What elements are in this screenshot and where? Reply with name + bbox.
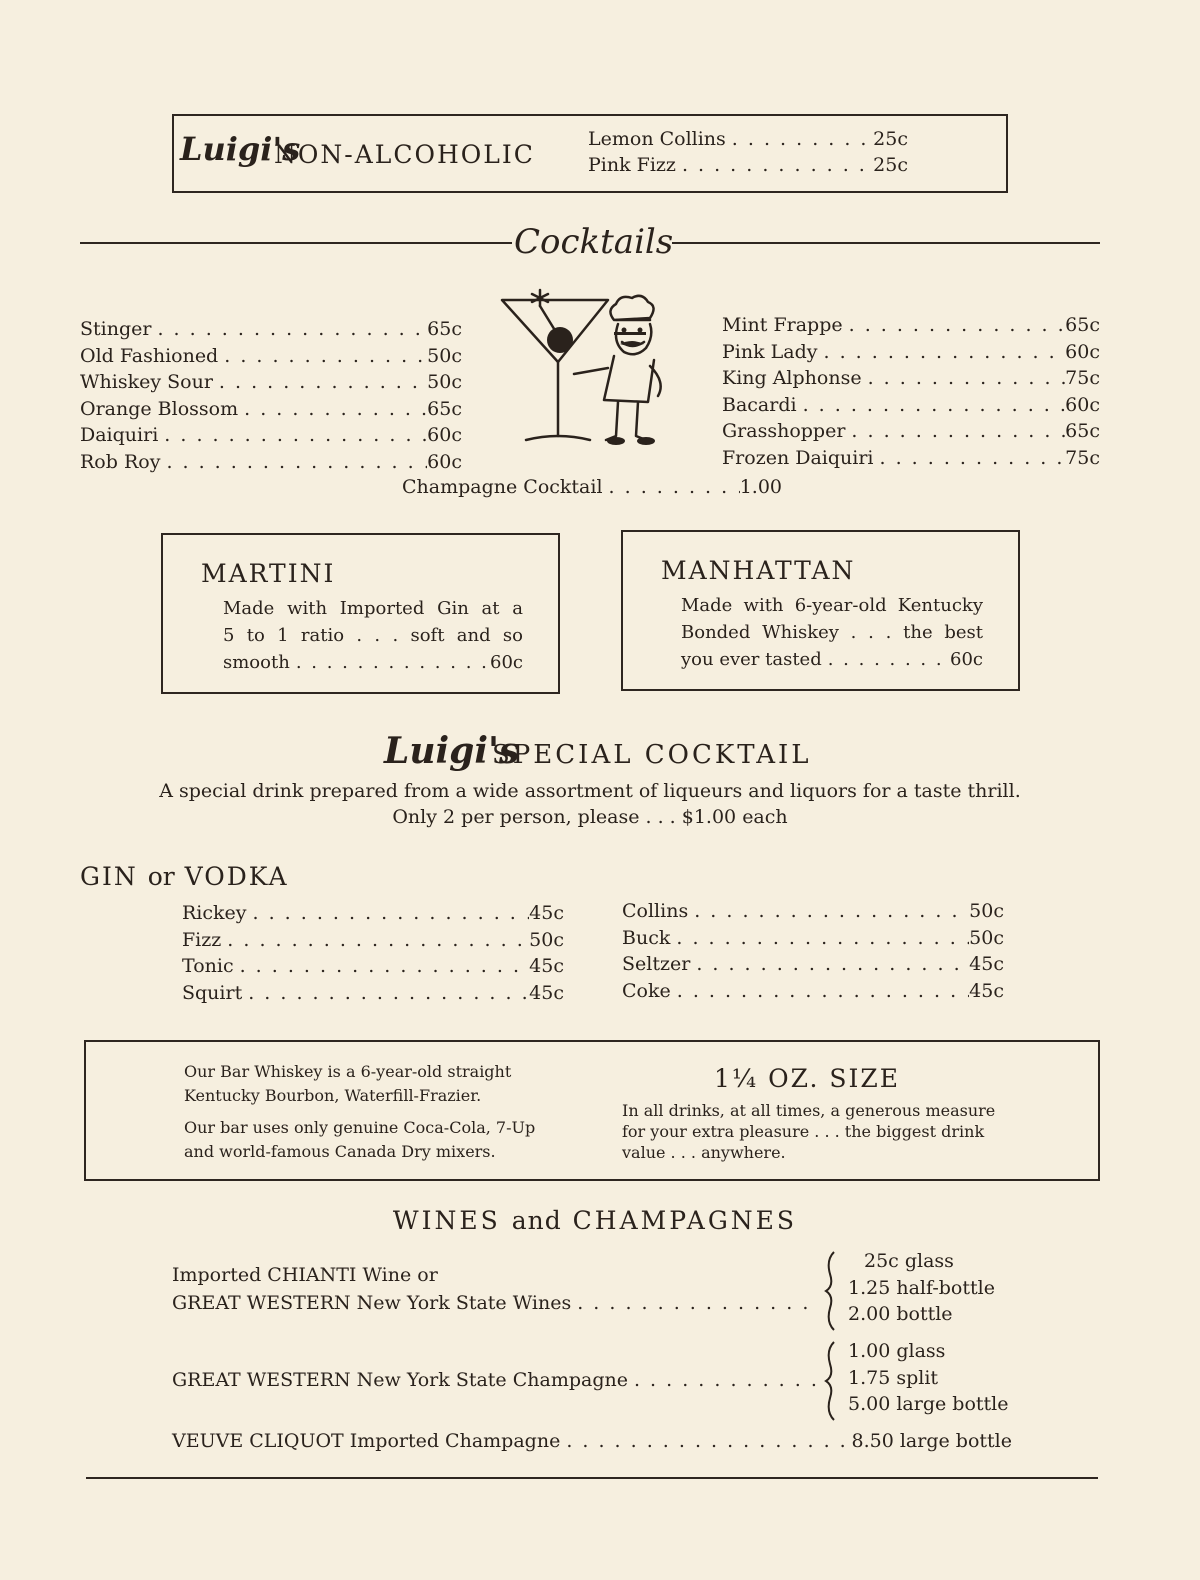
list-item: Daiquiri . . . 60c: [80, 422, 462, 449]
bottom-rule: [86, 1477, 1098, 1479]
manhattan-box: [621, 530, 1020, 691]
list-item: Lemon Collins . . . 25c: [588, 126, 908, 152]
list-item: Tonic . . . 45c: [182, 953, 564, 980]
gin-vodka-title: GIN or VODKA: [80, 862, 289, 891]
champagne-prices: [848, 1338, 1008, 1418]
list-item: GREAT WESTERN New York State Wines . . .: [172, 1290, 820, 1317]
list-item: Seltzer . . . 45c: [622, 951, 1004, 978]
non-alcoholic-box: [172, 114, 1008, 193]
list-item: Orange Blossom . . . 65c: [80, 396, 462, 423]
non-alcoholic-list: [588, 126, 908, 178]
list-item: Pink Lady . . . 60c: [722, 339, 1100, 366]
manhattan-title: MANHATTAN: [661, 556, 856, 585]
special-brand-logo: Luigi's: [384, 730, 520, 772]
list-item: 5.00 large bottle: [848, 1393, 1009, 1415]
gin-vodka-left-list: [182, 900, 564, 1006]
martini-box: [161, 533, 560, 694]
martini-description: Made with Imported Gin at a 5 to 1 ratio . . . soft and so smooth . . . 60c: [223, 595, 523, 676]
non-alcoholic-title: NON-ALCOHOLIC: [274, 140, 535, 169]
list-item: Whiskey Sour . . . 50c: [80, 369, 462, 396]
chianti-prices: [848, 1248, 995, 1328]
list-item: Mint Frappe . . . 65c: [722, 312, 1100, 339]
chef-martini-illustration: [498, 284, 678, 450]
list-item: 2.00 bottle: [848, 1303, 953, 1325]
champagne-cocktail-row: [402, 474, 782, 501]
champagne-brace: [822, 1340, 842, 1422]
whiskey-note: Our Bar Whiskey is a 6-year-old straight Kentucky Bourbon, Waterfill-Frazier.: [184, 1062, 512, 1105]
champagne-row: [172, 1367, 820, 1394]
list-item: smooth . . . 60c: [223, 649, 523, 676]
list-item: Fizz . . . 50c: [182, 927, 564, 954]
list-item: Stinger . . . 65c: [80, 316, 462, 343]
special-limit: Only 2 per person, please . . . $1.00 each: [392, 806, 788, 828]
list-item: 1.00 glass: [848, 1340, 946, 1362]
list-item: GREAT WESTERN New York State Champagne . . .: [172, 1367, 820, 1394]
list-item: Frozen Daiquiri . . . 75c: [722, 445, 1100, 472]
special-description: A special drink prepared from a wide assortment of liqueurs and liquors for a taste thrill.: [159, 780, 1021, 802]
list-item: Bacardi . . . 60c: [722, 392, 1100, 419]
list-item: Pink Fizz . . . 25c: [588, 152, 908, 178]
manhattan-description: Made with 6-year-old Kentucky Bonded Whiskey . . . the best you ever tasted . . . 60c: [681, 592, 983, 673]
chianti-brace: [822, 1250, 842, 1332]
list-item: Collins . . . 50c: [622, 898, 1004, 925]
martini-title: MARTINI: [201, 559, 336, 588]
chianti-line1: Imported CHIANTI Wine or: [172, 1264, 438, 1286]
cocktails-right-list: [722, 312, 1100, 472]
size-description: In all drinks, at all times, a generous measure for your extra pleasure . . . the biggest drink value . . . anywhere.: [622, 1101, 996, 1162]
cocktails-rule-right: [672, 242, 1100, 244]
list-item: you ever tasted . . . 60c: [681, 646, 983, 673]
list-item: 1.25 half-bottle: [848, 1276, 995, 1299]
special-title: SPECIAL COCKTAIL: [492, 740, 812, 770]
info-box: [84, 1040, 1100, 1181]
cocktails-heading: Cocktails: [514, 222, 674, 262]
list-item: VEUVE CLIQUOT Imported Champagne . . . 8.50 large bottle: [172, 1428, 1012, 1455]
list-item: Coke . . . 45c: [622, 978, 1004, 1005]
cocktails-rule-left: [80, 242, 512, 244]
brand-logo: Luigi's: [180, 130, 301, 168]
list-item: Grasshopper . . . 65c: [722, 418, 1100, 445]
list-item: King Alphonse . . . 75c: [722, 365, 1100, 392]
list-item: Buck . . . 50c: [622, 925, 1004, 952]
gin-vodka-right-list: [622, 898, 1004, 1004]
cocktails-left-list: [80, 316, 462, 476]
list-item: Old Fashioned . . . 50c: [80, 343, 462, 370]
list-item: Champagne Cocktail . . . 1.00: [402, 474, 782, 501]
mixers-note: Our bar uses only genuine Coca-Cola, 7-Up and world-famous Canada Dry mixers.: [184, 1118, 536, 1161]
chianti-line2: [172, 1290, 820, 1317]
list-item: 25c glass: [864, 1250, 954, 1272]
list-item: Rob Roy . . . 60c: [80, 449, 462, 476]
veuve-row: [172, 1428, 1012, 1455]
list-item: Rickey . . . 45c: [182, 900, 564, 927]
wines-title: WINES and CHAMPAGNES: [392, 1206, 798, 1235]
list-item: Squirt . . . 45c: [182, 980, 564, 1007]
size-title: 1¼ OZ. SIZE: [714, 1064, 901, 1093]
list-item: 1.75 split: [848, 1366, 939, 1389]
